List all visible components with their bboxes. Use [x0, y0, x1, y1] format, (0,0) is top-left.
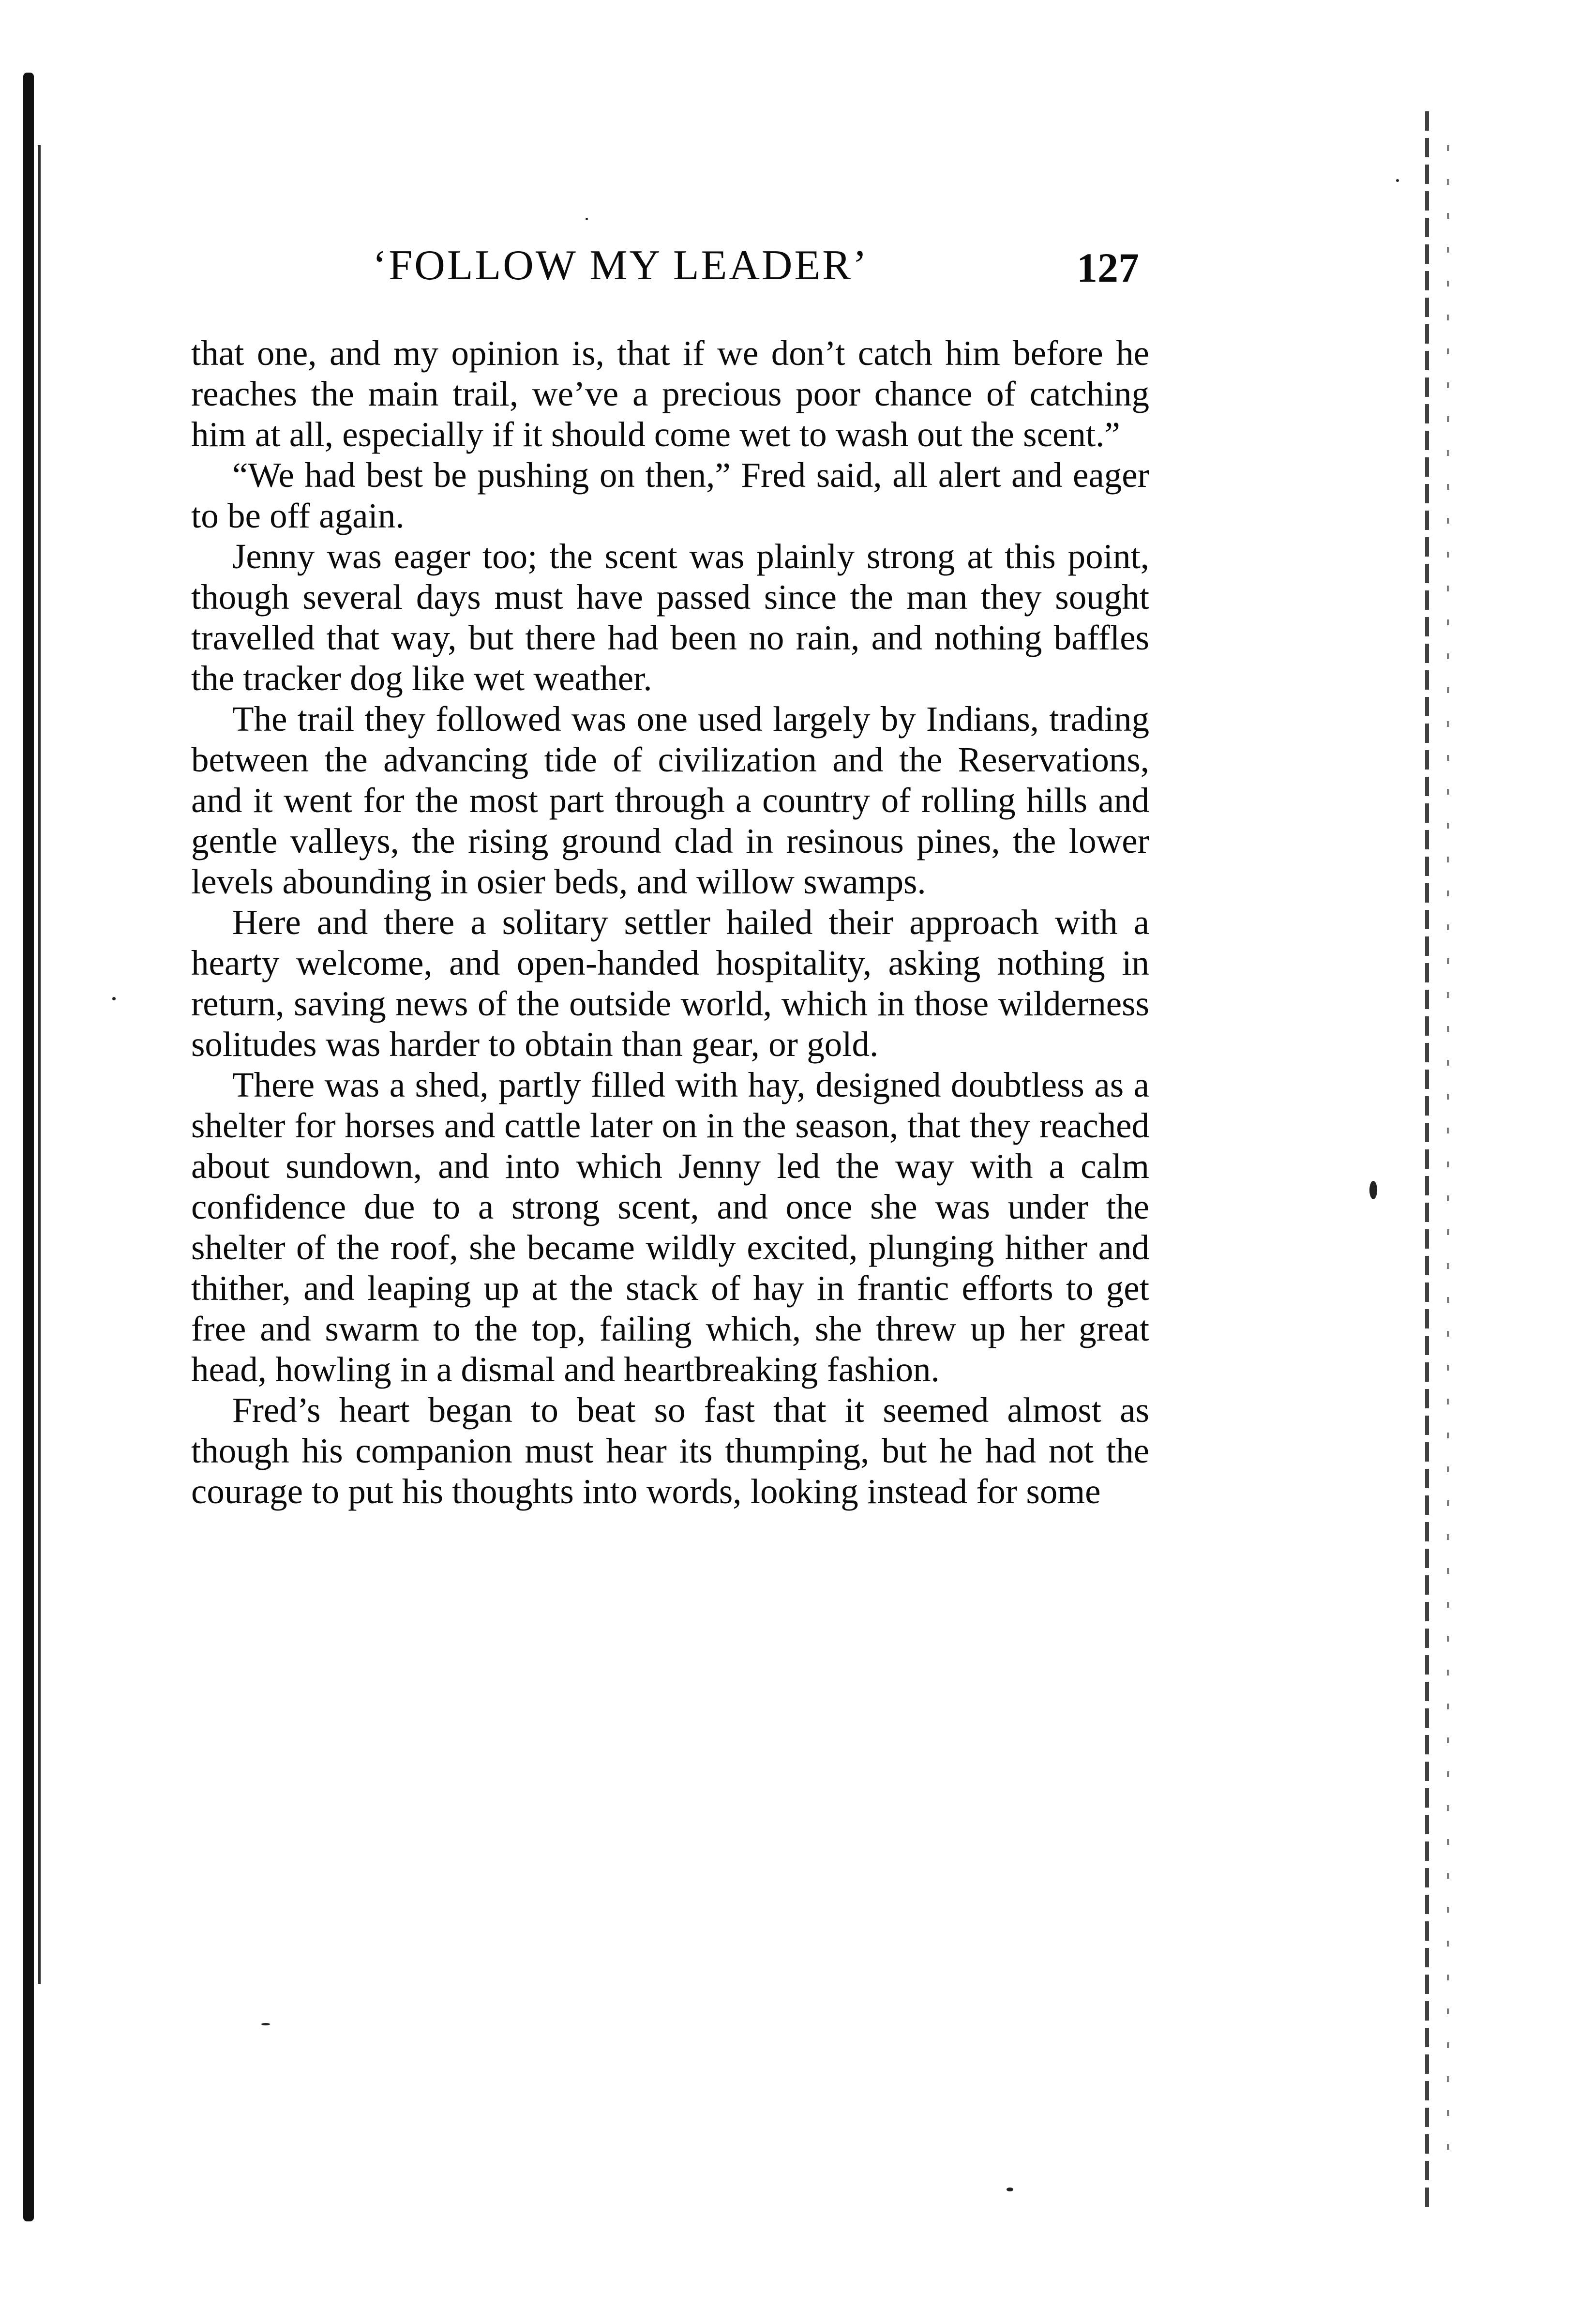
paragraph: “We had best be pushing on then,” Fred said, all alert and eager to be off again. — [191, 455, 1149, 535]
scan-speck — [112, 997, 116, 1000]
page-edge-right — [1425, 111, 1429, 2212]
scan-speck — [261, 2023, 270, 2025]
page-edge-right-marks — [1447, 145, 1449, 2178]
paragraph: There was a shed, partly filled with hay, designed doubtless as a shelter for horses and cattle later on in the season, that they reached about sundown, and into which Jenny led the way with a calm confidence due to a strong scent, and once she was under the shelter of the roof, she became wildly excited, plunging hither and thither, and leaping up at the stack of hay in frantic efforts to get free and swarm to the top, failing which, she threw up her great head, howling in a dismal and heartbreaking fashion. — [191, 1065, 1149, 1389]
paragraph: The trail they followed was one used largely by Indians, trading between the advancing tide of civilization and the Reservations, and it went for the most part through a country of rolling hills and gentle valleys, the rising ground clad in resinous pines, the lower levels abounding in osier beds, and willow swamps. — [191, 699, 1149, 901]
scan-speck — [1007, 2188, 1013, 2191]
paragraph: Fred’s heart began to beat so fast that it seemed almost as though his companion must hear its thumping, but he had not the courage to put his thoughts into words, looking instead for some — [191, 1390, 1149, 1511]
scan-speck — [586, 218, 588, 220]
scan-speck — [1396, 179, 1399, 182]
body-text — [191, 333, 1149, 1512]
page-number: 127 — [1077, 244, 1139, 291]
paragraph: Jenny was eager too; the scent was plainly strong at this point, though several days must have passed since the man they sought travelled that way, but there had been no rain, and nothing baffles the tracker dog like wet weather. — [191, 537, 1149, 698]
paragraph: Here and there a solitary settler hailed their approach with a hearty welcome, and open-handed hospitality, asking nothing in return, saving news of the outside world, which in those wilderness solitudes was harder to obtain than gear, or gold. — [191, 903, 1149, 1064]
page-gutter-line — [38, 145, 41, 1984]
paragraph: that one, and my opinion is, that if we don’t catch him before he reaches the main trail, we’ve a precious poor chance of catching him at all, especially if it should come wet to wash out the scent.” — [191, 333, 1149, 454]
page-gutter-shadow — [23, 73, 34, 2221]
running-head: ‘FOLLOW MY LEADER’ — [373, 242, 869, 289]
scan-speck — [1369, 1181, 1377, 1199]
